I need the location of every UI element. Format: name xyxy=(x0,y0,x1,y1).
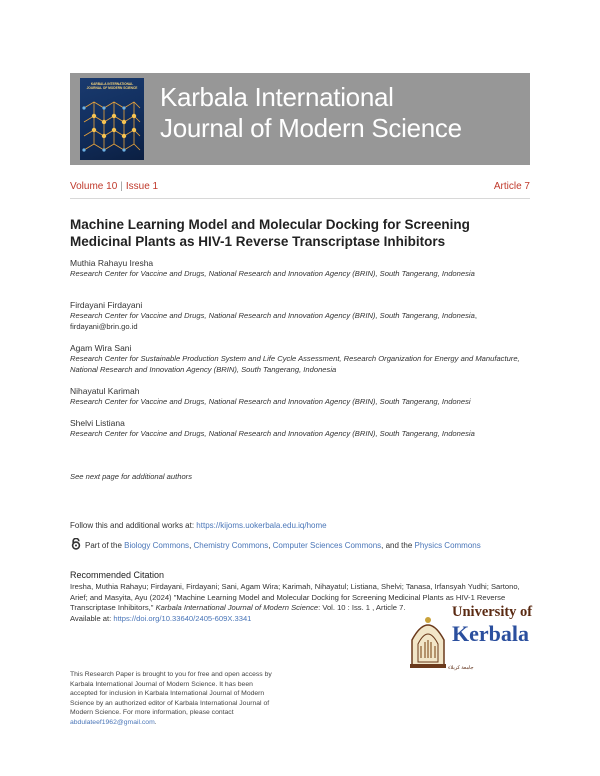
contact-email-link[interactable]: abdulateef1962@gmail.com xyxy=(70,718,155,726)
journal-title-line2: Journal of Modern Science xyxy=(160,113,462,143)
statement-text: This Research Paper is brought to you for free and open access by Karbala International Journal of Modern Science. It has been accepted for inclusion in Karbala International Journal of Modern Science by an authorized editor of Karbala International Journal of Modern Science. For more information, please contact xyxy=(70,671,272,716)
cover-molecule-graphic xyxy=(80,98,144,160)
see-next-page-note: See next page for additional authors xyxy=(70,472,193,481)
author-name: Nihayatul Karimah xyxy=(70,386,140,396)
author-affiliation: Research Center for Vaccine and Drugs, National Research and Innovation Agency (BRIN), South Tangerang, Indonesia xyxy=(70,269,475,278)
part-of-and: , and the xyxy=(381,541,415,550)
citation-text: Iresha, Muthia Rahayu; Firdayani, Firdayani; Sani, Agam Wira; Karimah, Nihayatul; Listiana, Shelvi; Tanasa, Irfansyah Yudhi; Sartono, Arief; and Masyita, Ayu (2024) "Machine Learning Model and Molecular Docking for Screening Medicinal Plants as HIV-1 Reverse Transcriptase Inhibitors," xyxy=(70,582,520,612)
part-of-line: Part of the Biology Commons, Chemistry Commons, Computer Sciences Commons, and the Physics Commons xyxy=(70,538,481,550)
citation-journal: Karbala International Journal of Modern Science xyxy=(155,603,319,612)
author-name: Agam Wira Sani xyxy=(70,343,132,353)
cover-title: KARBALA INTERNATIONAL JOURNAL OF MODERN SCIENCE xyxy=(86,82,138,90)
citation-volume: : Vol. 10 : Iss. 1 , Article 7. xyxy=(318,603,406,612)
author-name: Muthia Rahayu Iresha xyxy=(70,258,154,268)
author-affiliation: Research Center for Vaccine and Drugs, National Research and Innovation Agency (BRIN), South Tangerang, Indonesi xyxy=(70,397,471,406)
logo-arabic-subtitle: جامعة كربلاء xyxy=(448,665,474,671)
journal-title xyxy=(160,82,462,144)
author-name: Firdayani Firdayani xyxy=(70,300,143,310)
article-number-link[interactable]: Article 7 xyxy=(493,181,530,192)
computer-sciences-commons-link[interactable]: Computer Sciences Commons xyxy=(272,541,382,550)
author-block xyxy=(70,300,530,332)
author-affiliation: Research Center for Vaccine and Drugs, National Research and Innovation Agency (BRIN), South Tangerang, Indonesia, firdayani@brin.go.id xyxy=(70,311,477,331)
available-at-label: Available at: xyxy=(70,613,114,623)
part-of-prefix: Part of the xyxy=(85,541,125,550)
volume-issue: Volume 10 | Issue 1 xyxy=(70,181,159,192)
recommended-citation-heading: Recommended Citation xyxy=(70,570,165,580)
author-email: , firdayani@brin.go.id xyxy=(70,311,477,331)
divider xyxy=(70,198,530,199)
volume-link[interactable]: Volume 10 xyxy=(70,181,118,192)
author-affiliation: Research Center for Vaccine and Drugs, National Research and Innovation Agency (BRIN), South Tangerang, Indonesia xyxy=(70,429,475,438)
author-block xyxy=(70,386,530,408)
journal-title-line1: Karbala International xyxy=(160,82,394,112)
author-block xyxy=(70,418,530,440)
follow-line xyxy=(70,521,327,530)
logo-line1: University of xyxy=(452,604,533,620)
follow-prefix: Follow this and additional works at: xyxy=(70,521,197,530)
logo-line2: Kerbala xyxy=(452,621,529,646)
journal-cover-image xyxy=(80,78,144,160)
chemistry-commons-link[interactable]: Chemistry Commons xyxy=(193,541,269,550)
author-block xyxy=(70,343,530,375)
author-name: Shelvi Listiana xyxy=(70,418,125,428)
doi-link[interactable]: https://doi.org/10.33640/2405-609X.3341 xyxy=(113,613,252,623)
issue-link[interactable]: Issue 1 xyxy=(125,181,159,192)
biology-commons-link[interactable]: Biology Commons xyxy=(124,541,190,550)
author-block xyxy=(70,258,530,280)
repository-link[interactable]: https://kijoms.uokerbala.edu.iq/home xyxy=(196,521,327,530)
author-affiliation: Research Center for Sustainable Production System and Life Cycle Assessment, Research Organization for Energy and Manufacture, National Research and Innovation Agency (BRIN), South Tangerang, Indonesia xyxy=(70,354,520,374)
open-access-statement: This Research Paper is brought to you for free and open access by Karbala International Journal of Modern Science. It has been accepted for inclusion in Karbala International Journal of Modern Science by an authorized editor of Karbala International Journal of Modern Science. For more information, please contact abdulateef1962@gmail.com. xyxy=(70,671,272,726)
article-title: Machine Learning Model and Molecular Docking for Screening Medicinal Plants as HIV-1 Reverse Transcriptase Inhibitors xyxy=(70,217,470,249)
physics-commons-link[interactable]: Physics Commons xyxy=(414,541,481,550)
open-access-icon xyxy=(70,538,82,550)
